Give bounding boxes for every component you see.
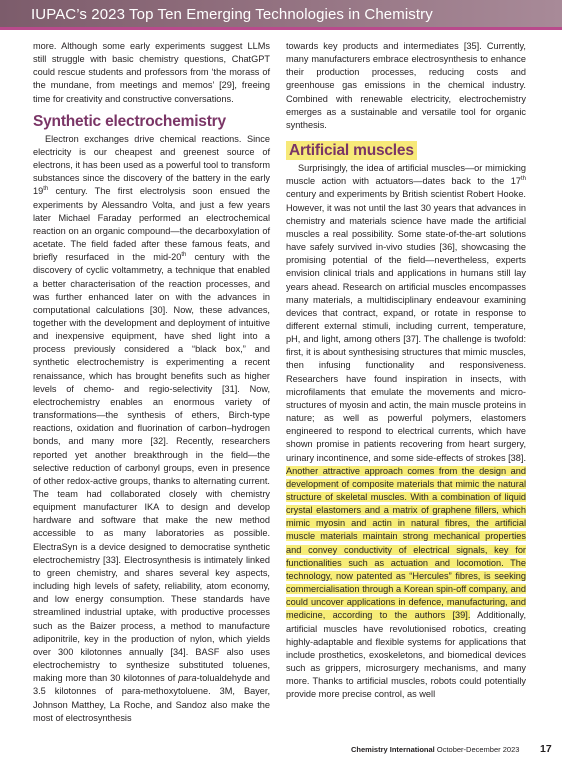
highlighted-text: Another attractive approach comes from the design and development of composite materials that mimic the natural structure of skeletal muscles. With a combination of liquid crystal elastomers and a matrix of graphene fillers, which mimic myosin and actin in natural fibres, the artificial muscle materials maintain strong mechanical properties and convey conductivity of electrical signals, key for functionalities such as actuation and locomotion. The technology, now patented as “Hercules” fibres, is seeking commercialisation through a Korean spin-off company, and could uncover applications in defence, manufacturing, and medicine, according to the authors [39]. <box>286 465 526 621</box>
header-bar <box>0 0 562 30</box>
superscript: th <box>520 176 526 183</box>
issue-date: October-December 2023 <box>434 745 520 754</box>
text-span: Electron exchanges drive chemical reactions. Since electricity is our cheapest and greenest source of electrons, it has been used as a powerful tool to transform substances since the discovery of the battery in the early 19 <box>33 133 270 197</box>
text-span: century. The first electrolysis soon ensued the experiments by Alessandro Volta, and just a few years later Michael Faraday performed an electrochemical reaction on an organic compound—the decarboxylation of acetate. The field faded after these famous feats, and briefly resurfaced in the mid-20 <box>33 186 270 263</box>
section-heading-artificial-muscles: Artificial muscles <box>286 141 417 160</box>
text-span: century with the discovery of cyclic voltammetry, a technique that enabled a better characterisation of the reaction processes, and was further enhanced later on with the advances in computational calculations [30]. Now, these advances, together with the development and deployment of intuitive and inexpensive equipment, have shed light into a process previously considered a “black box,” and synthetic electrochemistry is experimenting a recent renaissance, which has brought benefits such as higher levels of chemo- and regio-selectivity [31]. Now, electrochemistry enables an enormous variety of transformations—the synthesis of ethers, Birch-type reactions, oxidation and fluorination of carbon–hydrogen bonds, and many more [32]. Recently, researchers reported yet another breakthrough in the field—the selective reduction of carbonyl groups, even in presence of other redox-active groups, thanks to alternating current. The team had collaborated closely with chemistry equipment manufacturer IKA to design and develop hardware and software that make the new method accessible to as many laboratories as possible. ElectraSyn is a device designed to democratise synthetic electrochemistry [33]. Electrosynthesis is intimately linked to green chemistry, and shares several key aspects, including high levels of safety, reliability, atom economy, and low energy consumption. These standards have streamlined industrial uptake, with productive processes such as the Baizer process, a method to manufacture adiponitrile, key in the production of nylon, which yields over 300 kilotonnes annually [34]. BASF also uses electrochemistry to synthesize substituted toluenes, making more than 30 kilotonnes of <box>33 252 270 684</box>
text-span: Additionally, artificial muscles have revolutionised robotics, creating highly-adaptable and flexible systems for applications that include prosthetics, exoskeletons, and biomedical devices such as grippers, microsurgery mechanisms, and many more. Thanks to artificial muscles, robots could potentially provide more precise control, as well <box>286 610 526 700</box>
paragraph <box>286 162 526 701</box>
right-column <box>286 40 526 702</box>
footer-issue <box>351 745 519 754</box>
page-number: 17 <box>540 743 552 755</box>
paragraph <box>33 133 270 725</box>
italic-text: para <box>178 673 197 684</box>
text-span: century and experiments by British scientist Robert Hooke. However, it was not until the last 30 years that advances in chemistry and materials science have made the artificial muscles a real possibility. Some state-of-the-art solutions have safely survived in-vivo studies [36], showcasing the promising potential of the field—nevertheless, experts envision clinical trials and applications in humans still lay years ahead. Research on artificial muscles encompasses many materials, a multidisciplinary endeavour examining devices that contract, expand, or rotate in response to different external stimuli, including current, temperature, pH, and light, among others [37]. The challenge is twofold: first, it is about synthesising structures that mimic muscles, then infusing functionality and responsiveness. Researchers have found inspiration in insects, with microfilaments that emulate the movements and micro-structures of myosin and actin, the main muscle proteins in nature; as well as powerful polymers, elastomers engineered to respond to electrical currents, which have shown promise in patients recovering from heart surgery, urinary incontinence, and some side-effects of strokes [38]. <box>286 189 526 463</box>
magazine-name: Chemistry International <box>351 745 435 754</box>
paragraph: towards key products and intermediates [35]. Currently, many manufacturers embrace electrosynthesis to enhance their production processes, reducing costs and greenhouse gas emissions in the chemical industry. Combined with renewable electricity, electrochemistry emerges as a sustainable and versatile tool for organic synthesis. <box>286 41 526 130</box>
text-span: Surprisingly, the idea of artificial muscles—or mimicking muscle action with actuators—dates back to the 17 <box>286 163 526 187</box>
left-column <box>33 40 270 725</box>
superscript: th <box>43 186 49 193</box>
superscript: th <box>181 252 187 259</box>
running-header-title: IUPAC’s 2023 Top Ten Emerging Technologies in Chemistry <box>31 6 433 23</box>
page-footer <box>0 743 562 763</box>
section-heading-synthetic-electrochemistry: Synthetic electrochemistry <box>33 112 226 130</box>
paragraph: more. Although some early experiments suggest LLMs still struggle with basic chemistry questions, ChatGPT could rescue students and professors from ‘the morass of the mundane, from meetings and memos’ [29], freeing time for creativity and constructive conversations. <box>33 41 270 104</box>
text-span: -tolualdehyde and 3.5 kilotonnes of para-methoxytoluene. 3M, Bayer, Johnson Matthey, La Roche, and Sandoz also make the most of electrosynthesis <box>33 673 270 723</box>
